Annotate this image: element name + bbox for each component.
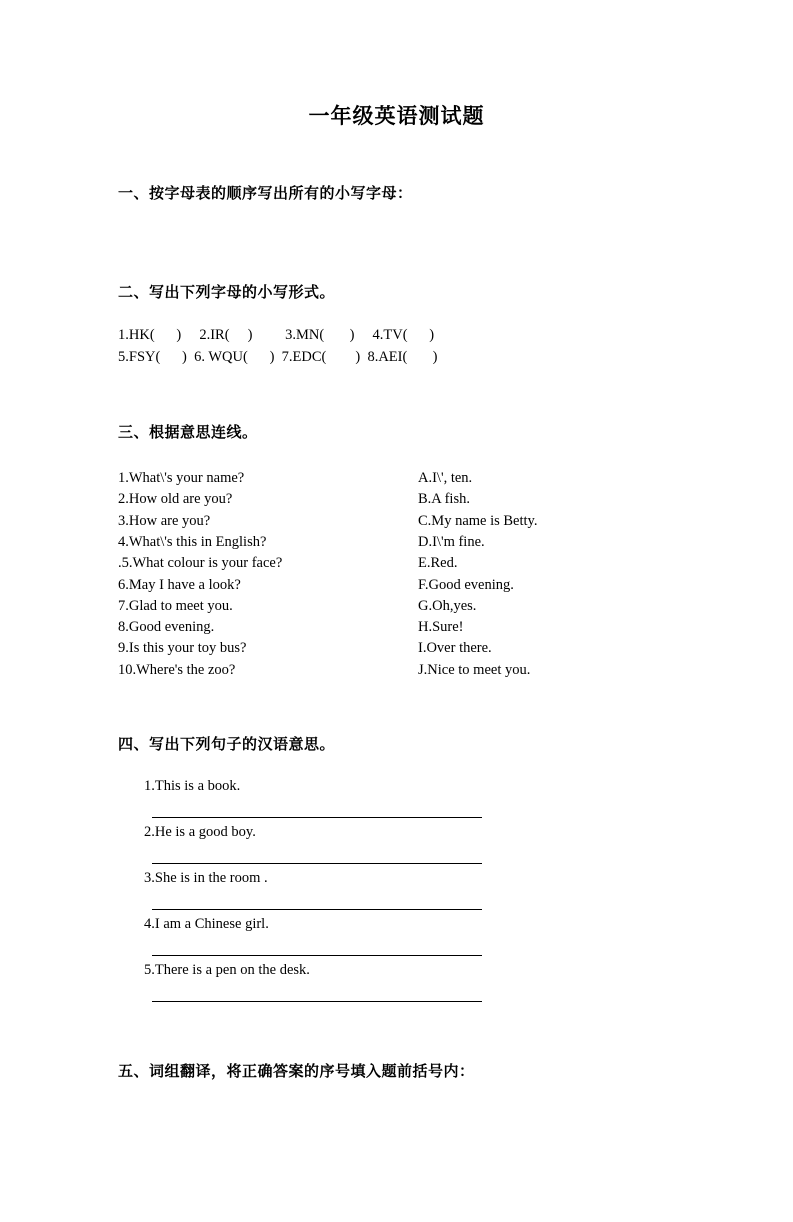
answer-line[interactable] [152, 983, 482, 1002]
match-row [118, 638, 675, 659]
match-left-item: 1.What\'s your name? [118, 469, 245, 486]
translate-item [144, 824, 675, 864]
section-three-heading: 三、根据意思连线。 [118, 423, 258, 441]
section-four-heading: 四、写出下列句子的汉语意思。 [118, 736, 336, 754]
match-right-item: H.Sure! [418, 619, 464, 636]
match-right-item: J.Nice to meet you. [418, 661, 531, 678]
translate-item [144, 778, 675, 818]
letters-row: 5.FSY( ) 6. WQU( ) 7.EDC( ) 8.AEI( ) [118, 349, 438, 366]
match-left-item: 2.How old are you? [118, 491, 233, 508]
match-right-item: B.A fish. [418, 491, 470, 508]
match-row [118, 468, 675, 489]
section-two-content [118, 324, 675, 369]
page-title: 一年级英语测试题 [308, 105, 485, 128]
match-row [118, 511, 675, 532]
translate-question: 1.This is a book. [144, 778, 241, 795]
answer-line[interactable] [152, 845, 482, 864]
section-three-content [118, 468, 675, 681]
answer-line[interactable] [152, 891, 482, 910]
translate-item [144, 916, 675, 956]
match-row [118, 575, 675, 596]
translate-item [144, 962, 675, 1002]
match-row [118, 617, 675, 638]
match-right-item: D.I\'m fine. [418, 533, 485, 550]
match-left-item: 6.May I have a look? [118, 576, 241, 593]
match-right-item: A.I\', ten. [418, 469, 473, 486]
translate-item [144, 870, 675, 910]
document-page [0, 100, 793, 1222]
section-two-heading: 二、写出下列字母的小写形式。 [118, 284, 336, 301]
match-row [118, 553, 675, 574]
match-right-item: C.My name is Betty. [418, 512, 538, 529]
match-right-item: F.Good evening. [418, 576, 514, 593]
match-row [118, 532, 675, 553]
match-left-item: 7.Glad to meet you. [118, 597, 233, 614]
match-left-item: 4.What\'s this in English? [118, 533, 267, 550]
section-five-heading: 五、词组翻译，将正确答案的序号填入题前括号内： [118, 1063, 475, 1081]
match-left-item: 10.Where's the zoo? [118, 661, 236, 678]
letters-row: 1.HK( ) 2.IR( ) 3.MN( ) 4.TV( ) [118, 327, 435, 343]
match-row [118, 660, 675, 681]
translate-question: 2.He is a good boy. [144, 824, 256, 841]
match-row [118, 596, 675, 617]
answer-line[interactable] [152, 937, 482, 956]
translate-question: 3.She is in the room . [144, 870, 268, 887]
translate-question: 4.I am a Chinese girl. [144, 916, 269, 933]
match-right-item: E.Red. [418, 555, 458, 572]
match-left-item: 8.Good evening. [118, 619, 215, 636]
match-row [118, 489, 675, 510]
match-right-item: I.Over there. [418, 640, 492, 657]
answer-line[interactable] [152, 799, 482, 818]
match-left-item: .5.What colour is your face? [118, 555, 283, 572]
match-right-item: G.Oh,yes. [418, 597, 477, 614]
section-one-heading: 一、按字母表的顺序写出所有的小写字母： [118, 185, 413, 202]
translate-question: 5.There is a pen on the desk. [144, 962, 310, 979]
match-left-item: 3.How are you? [118, 512, 211, 529]
match-left-item: 9.Is this your toy bus? [118, 640, 247, 657]
section-four-content [118, 778, 675, 1002]
